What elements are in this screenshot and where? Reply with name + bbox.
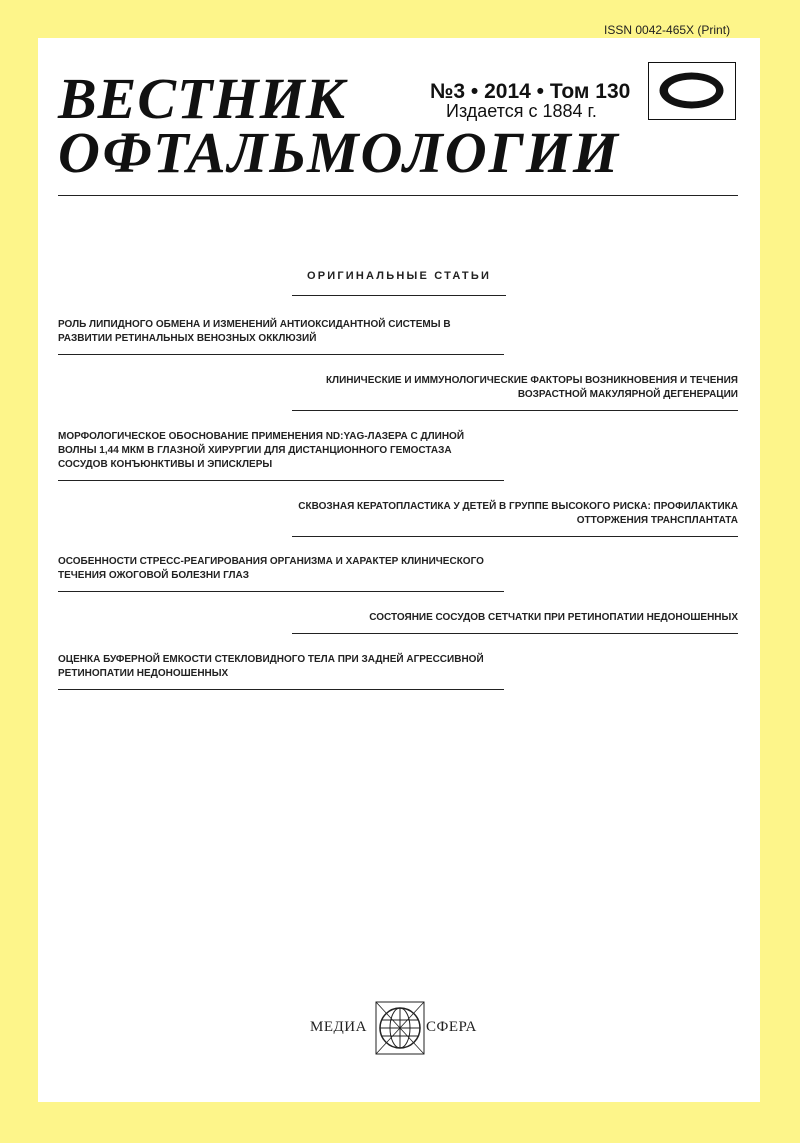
section-title: ОРИГИНАЛЬНЫЕ СТАТЬИ (306, 270, 492, 282)
section-divider (292, 295, 506, 296)
article-title: СКВОЗНАЯ КЕРАТОПЛАСТИКА У ДЕТЕЙ В ГРУППЕ ВЫСОКОГО РИСКА: ПРОФИЛАКТИКА ОТТОРЖЕНИЯ ТРАНСПЛАНТАТА (298, 501, 738, 526)
cover-page (38, 38, 760, 1102)
article-entry[interactable] (292, 500, 738, 537)
article-entry[interactable] (292, 374, 738, 411)
article-title: СОСТОЯНИЕ СОСУДОВ СЕТЧАТКИ ПРИ РЕТИНОПАТИИ НЕДОНОШЕННЫХ (369, 612, 738, 623)
article-title: КЛИНИЧЕСКИЕ И ИММУНОЛОГИЧЕСКИЕ ФАКТОРЫ ВОЗНИКНОВЕНИЯ И ТЕЧЕНИЯ ВОЗРАСТНОЙ МАКУЛЯРНОЙ ДЕГЕНЕРАЦИИ (325, 375, 738, 400)
issn-print: ISSN 0042-465X (Print) (604, 23, 731, 37)
published-since: Издается с 1884 г. (446, 101, 597, 121)
journal-title-line2: ОФТАЛЬМОЛОГИИ (58, 120, 620, 185)
journal-title-line1: ВЕСТНИК (58, 66, 347, 131)
article-entry[interactable] (58, 318, 504, 355)
article-entry[interactable] (58, 555, 504, 592)
article-title: ОСОБЕННОСТИ СТРЕСС-РЕАГИРОВАНИЯ ОРГАНИЗМА И ХАРАКТЕР КЛИНИЧЕСКОГО ТЕЧЕНИЯ ОЖОГОВОЙ БОЛЕЗНИ ГЛАЗ (58, 556, 484, 581)
issue-info: №3 • 2014 • Том 130 (430, 80, 631, 103)
globe-icon (374, 1000, 426, 1056)
publisher-logo (310, 1000, 490, 1056)
article-entry[interactable] (292, 611, 738, 634)
article-title: МОРФОЛОГИЧЕСКОЕ ОБОСНОВАНИЕ ПРИМЕНЕНИЯ ND:YAG-ЛАЗЕРА С ДЛИНОЙ ВОЛНЫ 1,44 МКМ В ГЛАЗНОЙ ХИРУРГИИ ДЛЯ ДИСТАНЦИОННОГО ГЕМОСТАЗА СОСУДОВ КОНЪЮНКТИВЫ И ЭПИСКЛЕРЫ (58, 431, 465, 470)
eye-icon (649, 63, 734, 118)
publisher-name-right: СФЕРА (426, 1019, 477, 1035)
eye-logo-box (648, 62, 736, 120)
article-title: ОЦЕНКА БУФЕРНОЙ ЕМКОСТИ СТЕКЛОВИДНОГО ТЕЛА ПРИ ЗАДНЕЙ АГРЕССИВНОЙ РЕТИНОПАТИИ НЕДОНОШЕННЫХ (58, 654, 484, 679)
article-entry[interactable] (58, 430, 504, 481)
publisher-name-left: МЕДИА (310, 1019, 367, 1035)
header-divider (58, 195, 738, 196)
article-entry[interactable] (58, 653, 504, 690)
article-title: РОЛЬ ЛИПИДНОГО ОБМЕНА И ИЗМЕНЕНИЙ АНТИОКСИДАНТНОЙ СИСТЕМЫ В РАЗВИТИИ РЕТИНАЛЬНЫХ ВЕНОЗНЫХ ОККЛЮЗИЙ (58, 319, 451, 344)
